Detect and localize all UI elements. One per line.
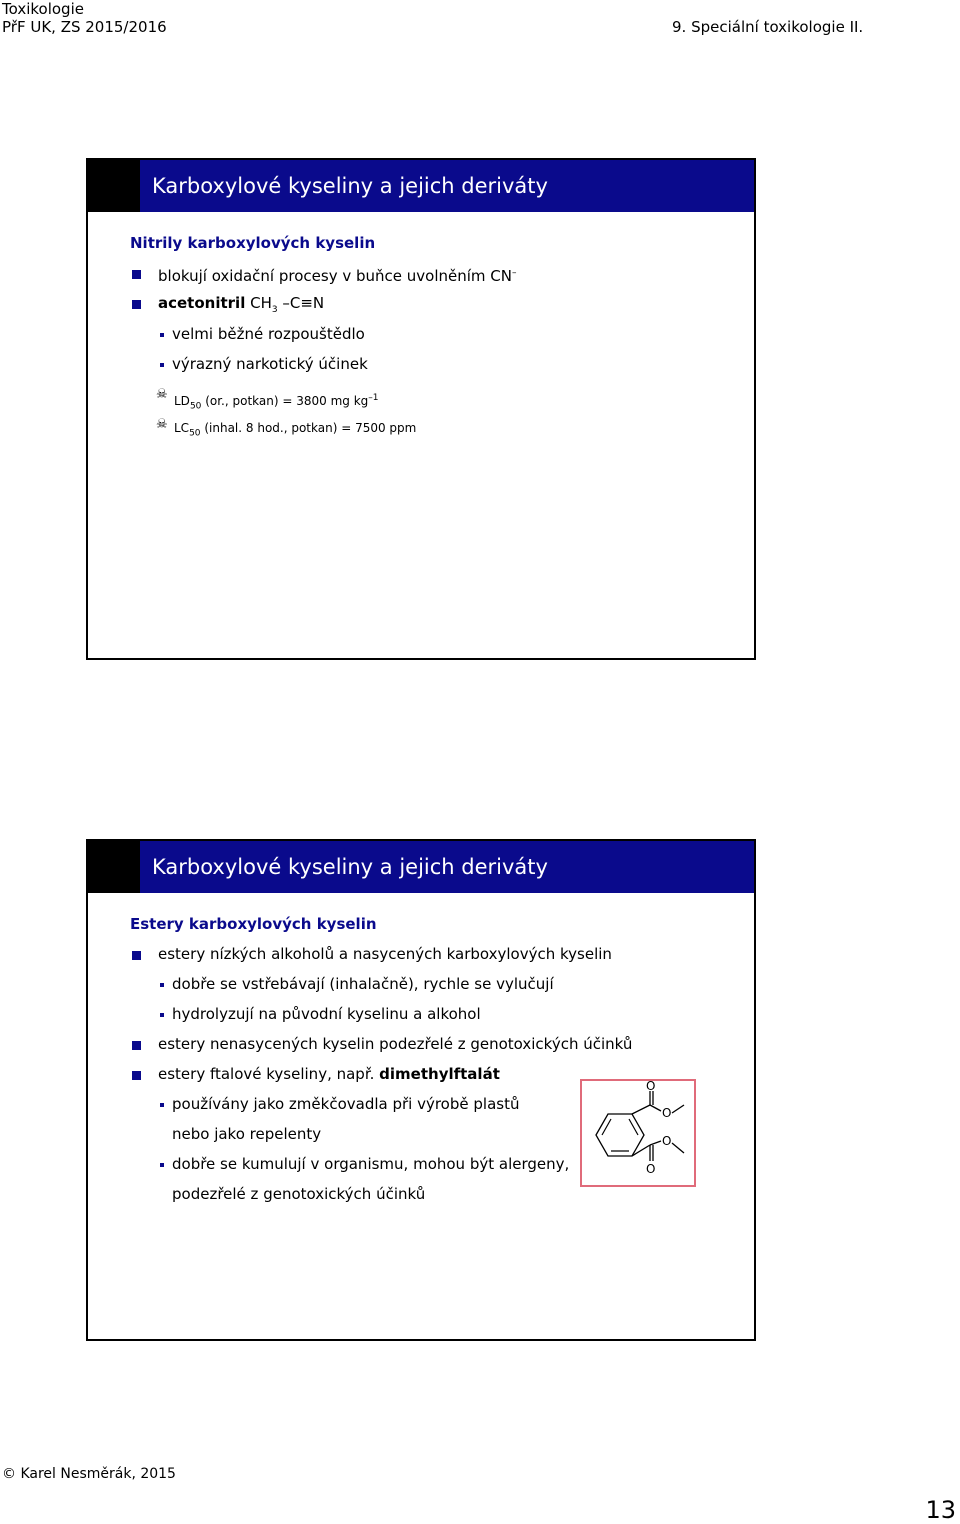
- bullet-square-icon: [132, 270, 141, 279]
- dimethylphthalate-structure: [580, 1079, 696, 1187]
- sub-bullet-icon: [160, 333, 164, 337]
- sub-bullet-text: dobře se kumulují v organismu, mohou být alergeny,: [172, 1155, 570, 1173]
- bullet-text: acetonitril $CH_3$ –C≡N: [158, 294, 325, 315]
- slide-body: [88, 212, 754, 658]
- sub-bullet-continuation: podezřelé z genotoxických účinků: [172, 1185, 426, 1203]
- sub-bullet-icon: [160, 363, 164, 367]
- bullet-text: estery nízkých alkoholů a nasycených karboxylových kyselin: [158, 945, 612, 963]
- faculty-term: PřF UK, ZS 2015/2016: [2, 18, 167, 36]
- slide-estery: [86, 839, 756, 1341]
- sub-bullet-text: používány jako změkčovadla při výrobě plastů: [172, 1095, 520, 1113]
- sub-bullet-text: dobře se vstřebávají (inhalačně), rychle se vylučují: [172, 975, 554, 993]
- sub-bullet-icon: [160, 983, 164, 987]
- sub-bullet-text: výrazný narkotický účinek: [172, 355, 368, 373]
- sub-bullet-text: velmi běžné rozpouštědlo: [172, 325, 365, 343]
- bullet-text: estery nenasycených kyselin podezřelé z genotoxických účinků: [158, 1035, 633, 1053]
- sub-bullet-icon: [160, 1163, 164, 1167]
- slide-title: Karboxylové kyseliny a jejich deriváty: [140, 160, 754, 212]
- oxygen-label: O: [662, 1106, 672, 1120]
- toxicity-ld50: $LD_{50}$ (or., potkan) = 3800 mg $kg^{-1}$: [174, 393, 379, 412]
- sub-bullet-icon: [160, 1013, 164, 1017]
- toxicity-lc50: $LC_{50}$ (inhal. 8 hod., potkan) = 7500 ppm: [174, 421, 417, 439]
- slide-nitrily: [86, 158, 756, 660]
- slide-header: [88, 160, 754, 212]
- page-number: 13: [925, 1496, 956, 1524]
- slide-title: Karboxylové kyseliny a jejich deriváty: [140, 841, 754, 893]
- bullet-text: blokují oxidační procesy v buňce uvolněním CN–: [158, 267, 517, 285]
- section-heading: Estery karboxylových kyselin: [130, 915, 377, 933]
- author-copyright: © Karel Nesměrák, 2015: [2, 1466, 176, 1482]
- section-heading: Nitrily karboxylových kyselin: [130, 234, 376, 252]
- skull-crossbones-icon: ☠: [156, 417, 168, 432]
- sub-bullet-text: hydrolyzují na původní kyselinu a alkohol: [172, 1005, 481, 1023]
- slide-header: [88, 841, 754, 893]
- chapter-title: 9. Speciální toxikologie II.: [672, 18, 864, 36]
- bullet-square-icon: [132, 300, 141, 309]
- skull-crossbones-icon: ☠: [156, 387, 168, 402]
- sub-bullet-continuation: nebo jako repelenty: [172, 1125, 322, 1143]
- course-title: Toxikologie: [2, 0, 84, 18]
- slide-body: [88, 893, 754, 1339]
- bullet-text: estery ftalové kyseliny, např. dimethylftalát: [158, 1065, 500, 1083]
- sub-bullet-icon: [160, 1103, 164, 1107]
- bullet-square-icon: [132, 1041, 141, 1050]
- bullet-square-icon: [132, 951, 141, 960]
- oxygen-label: O: [646, 1081, 656, 1093]
- oxygen-label: O: [662, 1134, 672, 1148]
- molecule-drawing: [582, 1081, 694, 1185]
- oxygen-label: O: [646, 1162, 656, 1176]
- bullet-square-icon: [132, 1071, 141, 1080]
